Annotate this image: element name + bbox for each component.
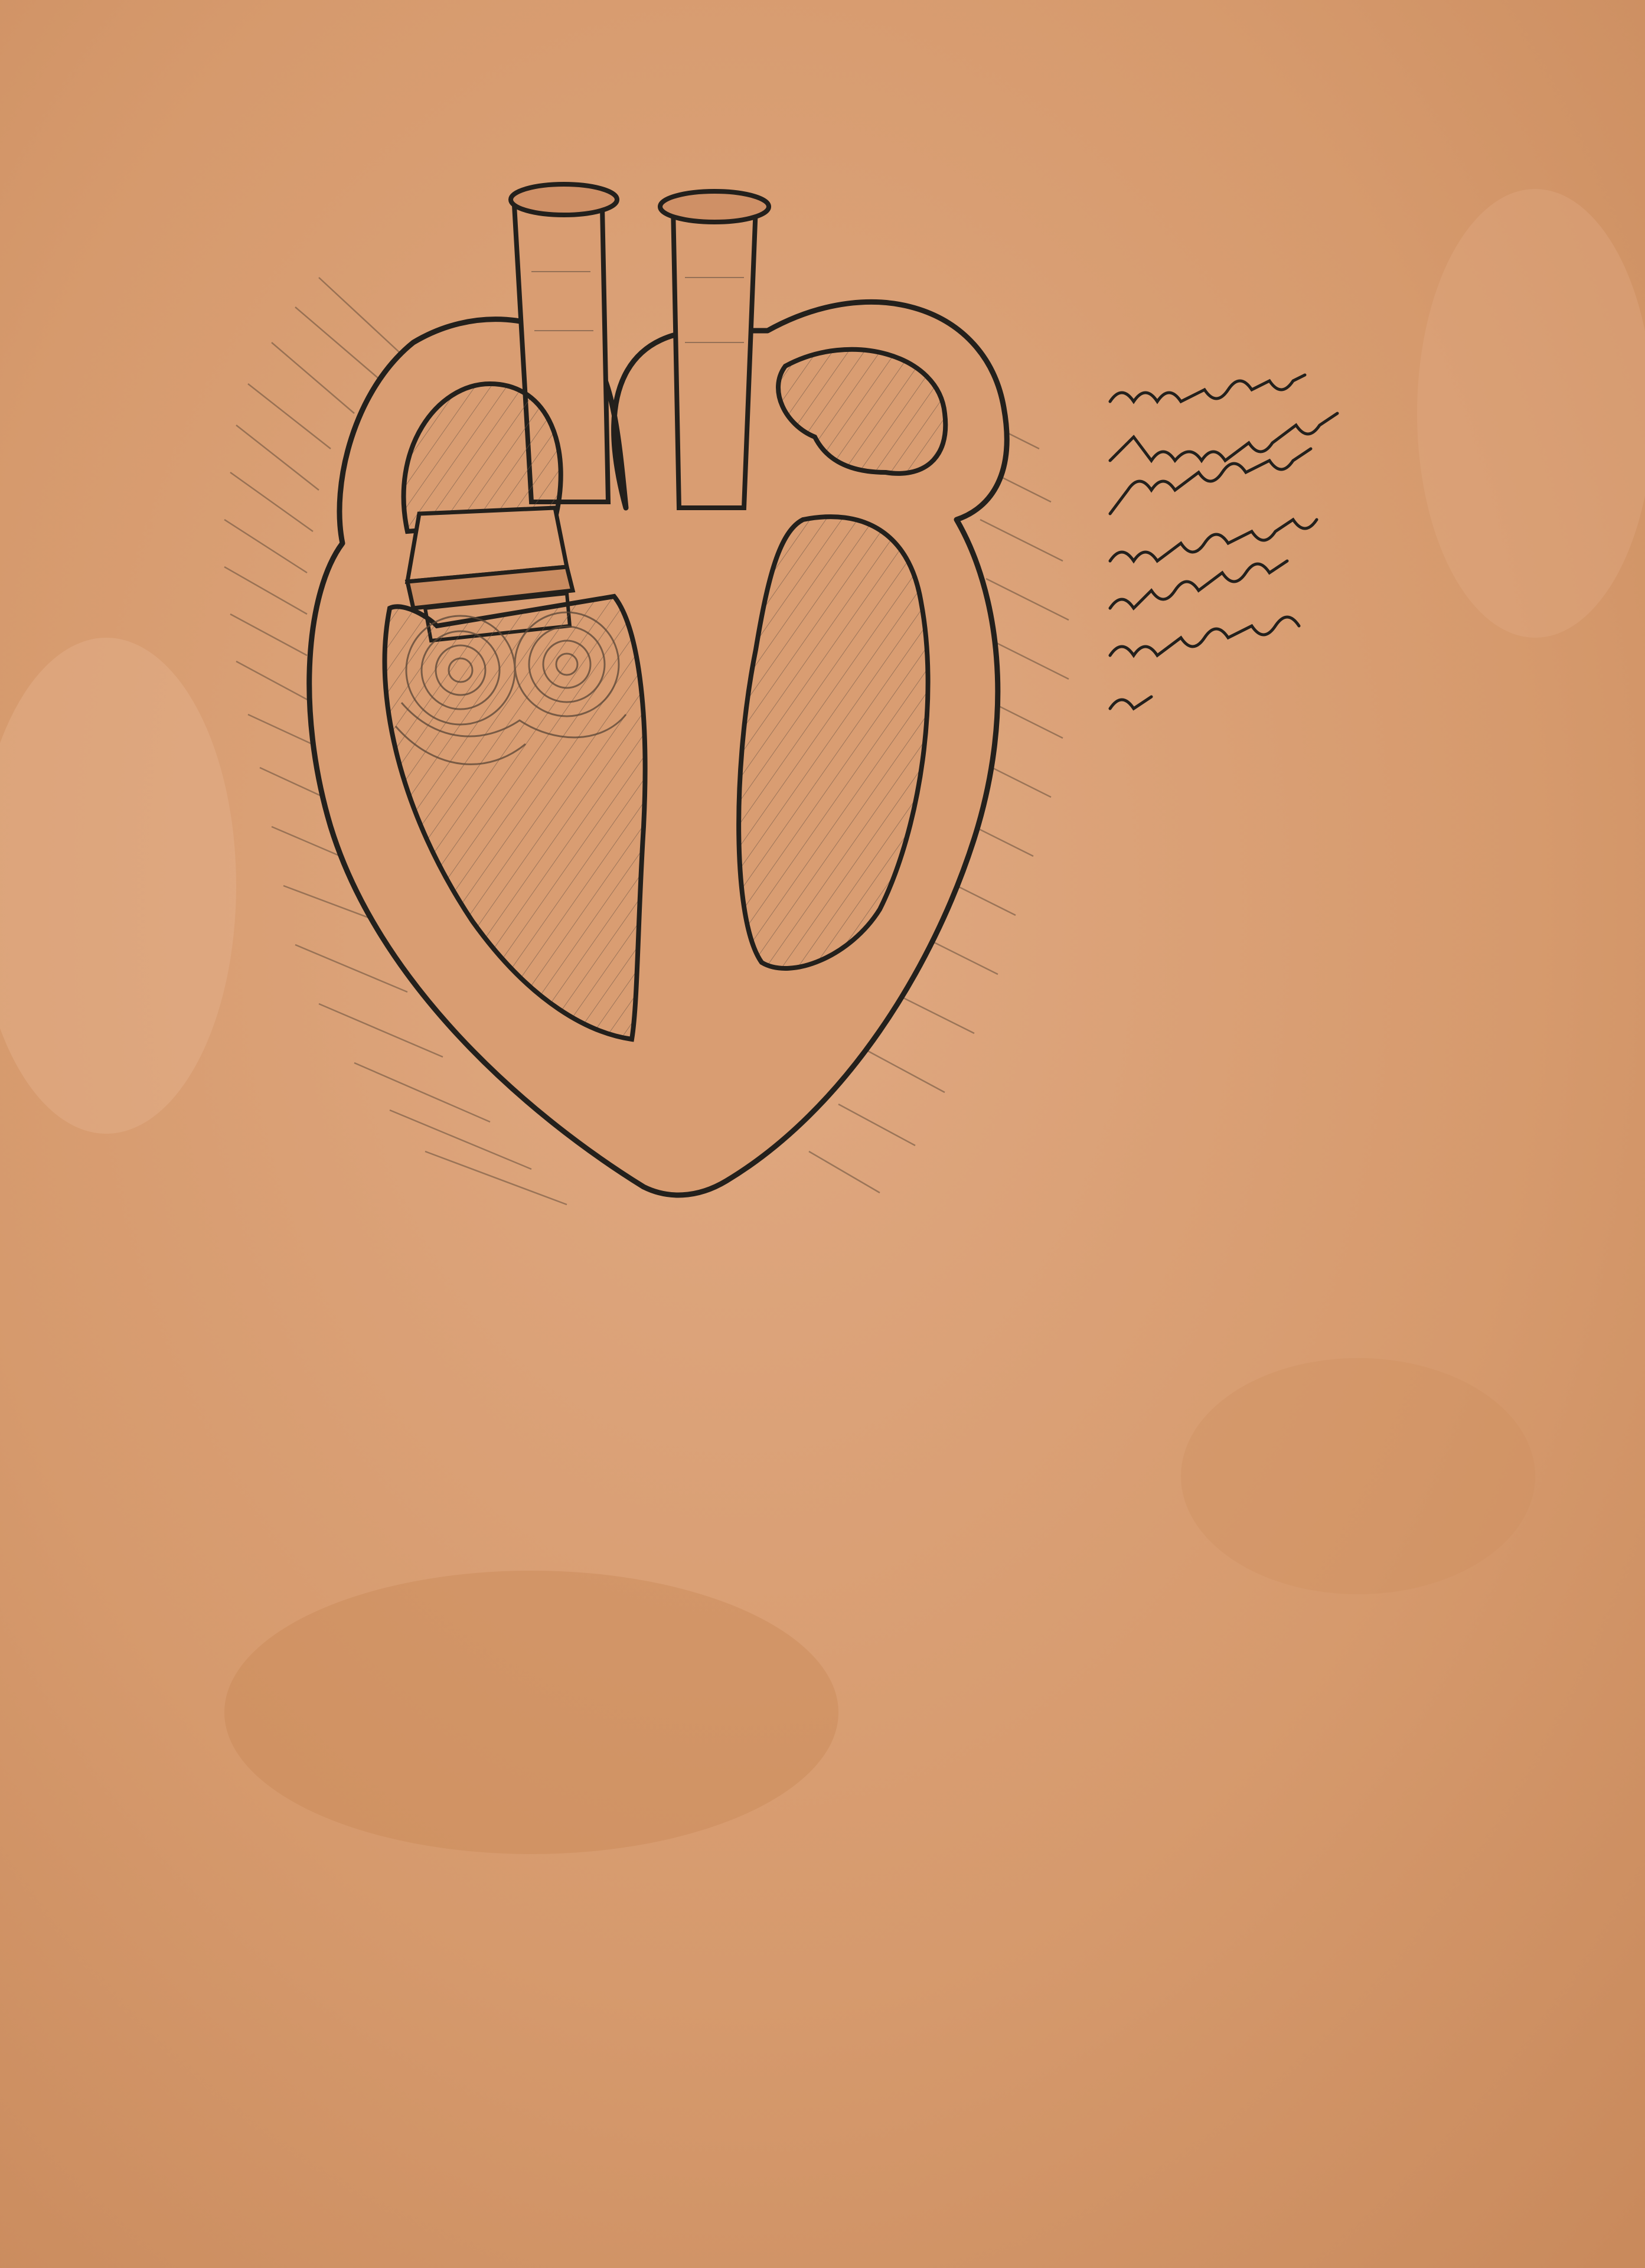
heart-vessel-right-opening [660, 191, 769, 222]
heart-vessel-right [673, 207, 756, 508]
heart-vessel-left-opening [511, 184, 617, 215]
